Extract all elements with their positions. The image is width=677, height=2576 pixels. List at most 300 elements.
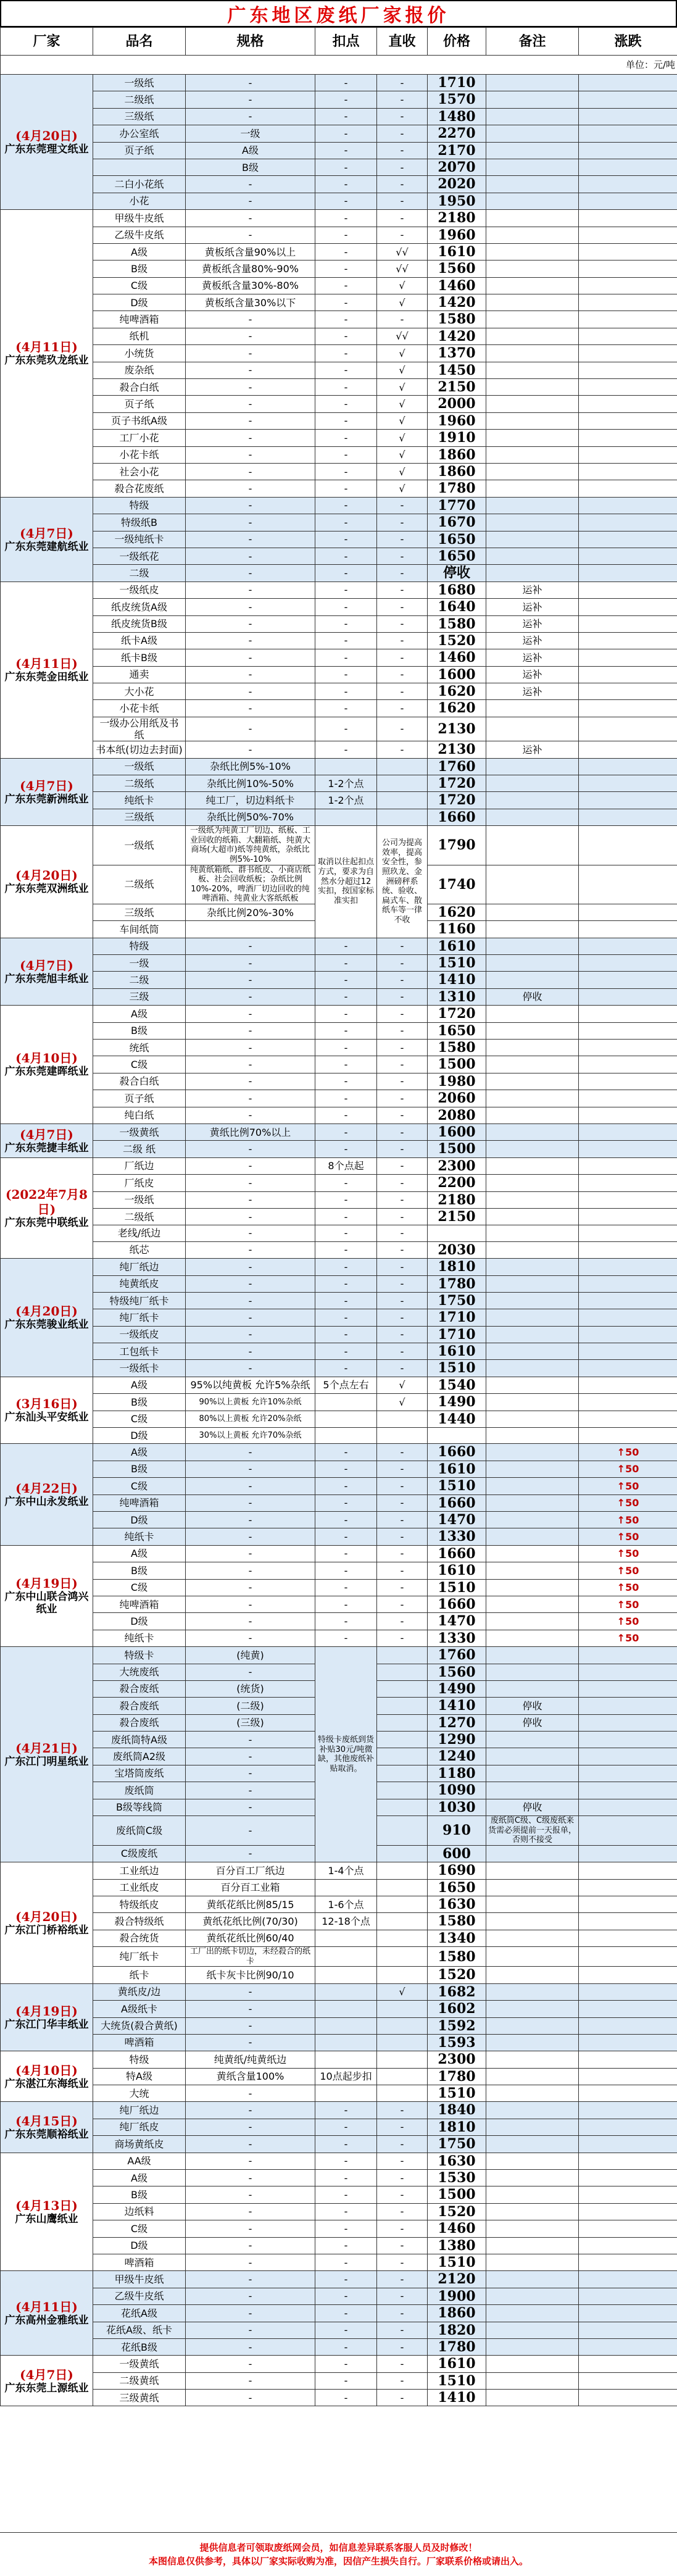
table-row xyxy=(1,2356,677,2372)
note-cell xyxy=(486,1478,579,1494)
direct-cell xyxy=(377,1913,428,1930)
direct-cell xyxy=(377,1947,428,1967)
direct-cell xyxy=(377,1896,428,1912)
direct-cell: - xyxy=(377,1107,428,1123)
price-cell: 1680 xyxy=(428,581,486,598)
table-row xyxy=(1,1461,677,1477)
product-name: 特级 xyxy=(93,938,186,954)
product-name: 三级 xyxy=(93,988,186,1005)
spec-cell: 纯工厂，切边料纸卡 xyxy=(186,792,315,809)
direct-cell: - xyxy=(377,1596,428,1612)
product-name: 特级卡 xyxy=(93,1647,186,1664)
price-cell: 1460 xyxy=(428,2220,486,2237)
product-name: 纯厂纸边 xyxy=(93,2102,186,2119)
product-name: 纯啤酒箱 xyxy=(93,311,186,328)
product-name: 办公室纸 xyxy=(93,125,186,142)
spec-cell: - xyxy=(186,1630,315,1646)
spec-cell: - xyxy=(186,717,315,741)
price-cell: 1860 xyxy=(428,2305,486,2322)
direct-cell: - xyxy=(377,2237,428,2254)
note-cell xyxy=(486,91,579,108)
note-cell xyxy=(486,1259,579,1275)
change-cell xyxy=(579,2001,677,2017)
spec-cell: - xyxy=(186,1056,315,1073)
product-name: 废纸筒C级 xyxy=(93,1816,186,1846)
deduction-cell: - xyxy=(315,480,377,497)
product-name: 三级黄纸 xyxy=(93,2390,186,2406)
note-cell xyxy=(486,1394,579,1411)
price-cell: 1510 xyxy=(428,2372,486,2389)
product-name: C级 xyxy=(93,1579,186,1596)
note-cell xyxy=(486,2338,579,2355)
deduction-cell: - xyxy=(315,210,377,227)
deduction-cell: - xyxy=(315,2186,377,2203)
table-row xyxy=(1,1428,677,1444)
note-cell xyxy=(486,193,579,209)
spec-cell: - xyxy=(186,1275,315,1292)
direct-cell: √√ xyxy=(377,243,428,260)
price-cell: 1650 xyxy=(428,1022,486,1039)
price-cell: 1460 xyxy=(428,649,486,666)
product-name: 一级纸 xyxy=(93,758,186,775)
change-cell xyxy=(579,1748,677,1765)
direct-cell xyxy=(377,1816,428,1846)
table-row xyxy=(1,514,677,531)
product-name: 纯啤酒箱 xyxy=(93,1494,186,1511)
header-deduction: 扣点 xyxy=(315,28,377,56)
spec-cell: 95%以纯黄板 允许5%杂纸 xyxy=(186,1377,315,1393)
price-cell: 1620 xyxy=(428,904,486,920)
product-name: A级 xyxy=(93,1444,186,1461)
direct-cell: - xyxy=(377,1326,428,1343)
spec-cell: - xyxy=(186,176,315,193)
factory-date: (4月19日) xyxy=(15,2003,78,2019)
table-row xyxy=(1,700,677,717)
factory-date: (4月11日) xyxy=(15,340,78,355)
spec-cell: 纸卡灰卡比例90/10 xyxy=(186,1967,315,1983)
table-row xyxy=(1,1983,677,2000)
note-cell xyxy=(486,142,579,159)
spec-cell: - xyxy=(186,396,315,412)
deduction-cell xyxy=(315,758,377,775)
change-cell xyxy=(579,1377,677,1393)
deduction-cell: - xyxy=(315,2305,377,2322)
change-cell xyxy=(579,972,677,988)
change-cell xyxy=(579,379,677,396)
table-row xyxy=(1,210,677,227)
product-name: 工厂小花 xyxy=(93,430,186,446)
factory-date: (4月7日) xyxy=(20,778,73,793)
product-name: B级 xyxy=(93,1394,186,1411)
product-name: 一级纸皮 xyxy=(93,1326,186,1343)
price-table xyxy=(0,27,677,2406)
factory-date: (4月7日) xyxy=(20,525,73,541)
table-row xyxy=(1,1562,677,1579)
price-cell: 1510 xyxy=(428,1579,486,1596)
deduction-cell: - xyxy=(315,741,377,758)
direct-cell: - xyxy=(377,1006,428,1022)
deduction-cell: - xyxy=(315,362,377,378)
price-cell: 1570 xyxy=(428,91,486,108)
change-cell xyxy=(579,1714,677,1731)
spec-cell: - xyxy=(186,615,315,632)
note-cell xyxy=(486,1494,579,1511)
note-cell xyxy=(486,1579,579,1596)
deduction-cell: - xyxy=(315,277,377,294)
deduction-cell: 5个点左右 xyxy=(315,1377,377,1393)
price-cell: 1650 xyxy=(428,531,486,548)
price-cell: 1510 xyxy=(428,1360,486,1377)
deduction-cell xyxy=(315,2001,377,2017)
direct-cell: - xyxy=(377,548,428,564)
price-cell: 1593 xyxy=(428,2034,486,2051)
note-cell xyxy=(486,2017,579,2034)
note-cell xyxy=(486,1680,579,1697)
table-row xyxy=(1,379,677,396)
deduction-cell: - xyxy=(315,430,377,446)
product-name: 二级纸 xyxy=(93,1208,186,1225)
direct-cell: √ xyxy=(377,379,428,396)
spec-cell: - xyxy=(186,972,315,988)
price-cell: 1710 xyxy=(428,1309,486,1326)
price-cell: 1710 xyxy=(428,1326,486,1343)
spec-cell: - xyxy=(186,988,315,1005)
change-cell xyxy=(579,311,677,328)
change-cell xyxy=(579,1157,677,1174)
change-cell xyxy=(579,531,677,548)
factory-date: (4月10日) xyxy=(15,1051,78,1066)
deduction-cell: - xyxy=(315,1040,377,1056)
spec-cell: - xyxy=(186,1107,315,1123)
direct-cell: - xyxy=(377,176,428,193)
deduction-cell: - xyxy=(315,2390,377,2406)
table-row xyxy=(1,2203,677,2220)
direct-cell xyxy=(377,809,428,825)
table-row xyxy=(1,311,677,328)
table-row xyxy=(1,741,677,758)
footer-line-2: 本图信息仅供参考，具体以厂家实际收购为准，因信产生损失自行。厂家联系价格或请出入。 xyxy=(148,2556,528,2567)
direct-cell: - xyxy=(377,666,428,683)
change-cell xyxy=(579,1680,677,1697)
price-cell: 1610 xyxy=(428,1461,486,1477)
spec-cell: - xyxy=(186,1579,315,1596)
change-cell xyxy=(579,758,677,775)
price-cell: 1670 xyxy=(428,514,486,531)
direct-note: 公司为提高效率，提高安全性，参照玖龙、金洲磅秤系统、验收、扁式车、散纸车等一律不收 xyxy=(377,826,428,938)
direct-cell xyxy=(377,1799,428,1815)
change-cell xyxy=(579,1732,677,1748)
price-cell: 1420 xyxy=(428,294,486,311)
direct-cell: - xyxy=(377,1360,428,1377)
deduction-cell xyxy=(315,1411,377,1427)
change-cell: ↑50 xyxy=(579,1511,677,1528)
factory-name: 广东汕头平安纸业 xyxy=(4,1411,89,1424)
deduction-cell: - xyxy=(315,955,377,972)
product-name: 小花卡纸 xyxy=(93,446,186,463)
direct-cell: - xyxy=(377,1175,428,1191)
note-cell xyxy=(486,1107,579,1123)
direct-cell: - xyxy=(377,1309,428,1326)
direct-cell: - xyxy=(377,531,428,548)
note-cell xyxy=(486,1292,579,1309)
product-name: 小花卡纸 xyxy=(93,700,186,717)
product-name: 特级 xyxy=(93,497,186,514)
price-cell: 1760 xyxy=(428,758,486,775)
table-row xyxy=(1,1913,677,1930)
spec-cell: - xyxy=(186,480,315,497)
spec-cell: - xyxy=(186,741,315,758)
table-row xyxy=(1,2068,677,2085)
spec-cell: - xyxy=(186,1241,315,1258)
change-cell: ↑50 xyxy=(579,1528,677,1545)
price-cell: 1580 xyxy=(428,1913,486,1930)
spec-cell: 一级 xyxy=(186,125,315,142)
product-name: 大小花 xyxy=(93,683,186,700)
deduction-cell xyxy=(315,1879,377,1896)
change-cell xyxy=(579,2356,677,2372)
note-cell xyxy=(486,2153,579,2169)
change-cell: ↑50 xyxy=(579,1545,677,1562)
note-cell xyxy=(486,1930,579,1946)
change-cell xyxy=(579,2136,677,2153)
table-row xyxy=(1,955,677,972)
product-name: 甲级牛皮纸 xyxy=(93,210,186,227)
direct-cell: √ xyxy=(377,430,428,446)
deduction-cell xyxy=(315,2051,377,2068)
direct-cell xyxy=(377,1862,428,1879)
factory-date: (4月7日) xyxy=(20,957,73,973)
table-row xyxy=(1,2085,677,2102)
table-row xyxy=(1,2237,677,2254)
deduction-cell: - xyxy=(315,2102,377,2119)
table-row xyxy=(1,2338,677,2355)
change-cell xyxy=(579,615,677,632)
product-name: C级 xyxy=(93,1411,186,1427)
table-row xyxy=(1,1141,677,1157)
factory-name: 广东江门华丰纸业 xyxy=(4,2018,89,2031)
table-row xyxy=(1,1411,677,1427)
price-cell: 1380 xyxy=(428,2237,486,2254)
spec-cell: - xyxy=(186,446,315,463)
note-cell xyxy=(486,75,579,91)
spec-cell: - xyxy=(186,1444,315,1461)
product-name: 甲级牛皮纸 xyxy=(93,2271,186,2288)
direct-cell: - xyxy=(377,1461,428,1477)
change-cell xyxy=(579,1896,677,1912)
direct-cell xyxy=(377,758,428,775)
deduction-cell: - xyxy=(315,599,377,615)
direct-cell: - xyxy=(377,2356,428,2372)
direct-cell xyxy=(377,1411,428,1427)
table-row xyxy=(1,261,677,277)
product-name: 一级纸皮 xyxy=(93,581,186,598)
change-cell xyxy=(579,2372,677,2389)
table-row xyxy=(1,2102,677,2119)
price-cell: 1720 xyxy=(428,775,486,792)
spec-cell: - xyxy=(186,2372,315,2389)
note-cell xyxy=(486,1157,579,1174)
direct-cell: - xyxy=(377,2102,428,2119)
table-row xyxy=(1,548,677,564)
note-cell xyxy=(486,277,579,294)
deduction-cell: - xyxy=(315,91,377,108)
product-name: 纯啤酒箱 xyxy=(93,1596,186,1612)
note-cell xyxy=(486,1343,579,1360)
note-cell xyxy=(486,1056,579,1073)
direct-cell: - xyxy=(377,1630,428,1646)
spec-cell xyxy=(186,921,315,938)
factory-name: 广东高州金雅纸业 xyxy=(4,2314,89,2327)
note-cell xyxy=(486,345,579,362)
direct-cell: - xyxy=(377,2338,428,2355)
change-cell xyxy=(579,1845,677,1862)
note-cell xyxy=(486,2102,579,2119)
factory-name: 广东东莞上源纸业 xyxy=(4,2382,89,2395)
change-cell xyxy=(579,826,677,865)
change-cell xyxy=(579,1191,677,1208)
spec-cell: 黄板纸含量30%-80% xyxy=(186,277,315,294)
table-row xyxy=(1,277,677,294)
table-row xyxy=(1,1225,677,1241)
change-cell xyxy=(579,1090,677,1107)
direct-cell: √ xyxy=(377,480,428,497)
table-row xyxy=(1,193,677,209)
price-cell: 1640 xyxy=(428,599,486,615)
table-row xyxy=(1,243,677,260)
spec-cell: - xyxy=(186,108,315,125)
factory-date: (4月20日) xyxy=(15,868,78,883)
direct-cell: - xyxy=(377,2136,428,2153)
change-cell xyxy=(579,1879,677,1896)
note-cell: 运补 xyxy=(486,599,579,615)
product-name: 一级黄纸 xyxy=(93,2356,186,2372)
product-name: 纯纸卡 xyxy=(93,1528,186,1545)
factory-name: 广东东莞捷丰纸业 xyxy=(4,1141,89,1154)
price-cell: 1810 xyxy=(428,1259,486,1275)
spec-cell: - xyxy=(186,1309,315,1326)
note-cell xyxy=(486,865,579,904)
note-cell: 运补 xyxy=(486,649,579,666)
product-name: 纸卡 xyxy=(93,1967,186,1983)
table-row xyxy=(1,1175,677,1191)
note-cell xyxy=(486,921,579,938)
factory-cell xyxy=(1,938,93,1006)
note-cell xyxy=(486,2001,579,2017)
price-table-body xyxy=(1,75,677,2406)
product-name: A级 xyxy=(93,1545,186,1562)
price-cell: 2080 xyxy=(428,1107,486,1123)
note-cell xyxy=(486,2254,579,2270)
note-cell xyxy=(486,2390,579,2406)
table-row xyxy=(1,1056,677,1073)
spec-cell: - xyxy=(186,1545,315,1562)
note-cell xyxy=(486,2305,579,2322)
spec-cell: - xyxy=(186,2119,315,2135)
deduction-cell: - xyxy=(315,1141,377,1157)
deduction-cell: - xyxy=(315,1596,377,1612)
change-cell xyxy=(579,176,677,193)
deduction-cell: - xyxy=(315,2338,377,2355)
direct-cell: - xyxy=(377,1225,428,1241)
spec-cell: - xyxy=(186,2085,315,2102)
change-cell xyxy=(579,1275,677,1292)
note-cell xyxy=(486,1879,579,1896)
price-cell: 2300 xyxy=(428,1157,486,1174)
table-row xyxy=(1,775,677,792)
price-cell: 600 xyxy=(428,1845,486,1862)
table-row xyxy=(1,1613,677,1630)
spec-cell: 90%以上黄板 允许10%杂纸 xyxy=(186,1394,315,1411)
factory-cell xyxy=(1,758,93,826)
table-row xyxy=(1,497,677,514)
product-name: 纸皮统货A级 xyxy=(93,599,186,615)
direct-cell xyxy=(377,775,428,792)
price-cell: 1480 xyxy=(428,108,486,125)
direct-cell: - xyxy=(377,683,428,700)
table-row xyxy=(1,75,677,91)
change-cell xyxy=(579,75,677,91)
change-cell xyxy=(579,1947,677,1967)
direct-cell: - xyxy=(377,1124,428,1141)
product-name: 车间纸筒 xyxy=(93,921,186,938)
deduction-cell xyxy=(315,2034,377,2051)
note-cell xyxy=(486,1040,579,1056)
sheet-title-bar xyxy=(0,0,677,27)
price-cell: 1410 xyxy=(428,972,486,988)
factory-date: (3月16日) xyxy=(15,1396,78,1412)
note-cell xyxy=(486,159,579,175)
product-name: B级 xyxy=(93,1461,186,1477)
note-cell xyxy=(486,1428,579,1444)
price-cell: 1860 xyxy=(428,446,486,463)
table-row xyxy=(1,412,677,429)
price-cell: 1610 xyxy=(428,243,486,260)
price-cell: 1610 xyxy=(428,1562,486,1579)
deduction-cell: 8个点起 xyxy=(315,1157,377,1174)
spec-cell: - xyxy=(186,2356,315,2372)
change-cell xyxy=(579,1930,677,1946)
table-row xyxy=(1,1343,677,1360)
note-cell xyxy=(486,261,579,277)
note-cell xyxy=(486,227,579,243)
price-cell: 2020 xyxy=(428,176,486,193)
spec-cell: - xyxy=(186,345,315,362)
direct-cell xyxy=(377,2085,428,2102)
deduction-cell: - xyxy=(315,1630,377,1646)
note-cell xyxy=(486,531,579,548)
price-cell: 1520 xyxy=(428,2203,486,2220)
factory-cell xyxy=(1,1983,93,2051)
direct-cell: - xyxy=(377,1292,428,1309)
deduction-cell: - xyxy=(315,1073,377,1090)
note-cell xyxy=(486,1782,579,1799)
deduction-cell: - xyxy=(315,2237,377,2254)
change-cell xyxy=(579,2390,677,2406)
price-cell: 1690 xyxy=(428,1862,486,1879)
change-cell xyxy=(579,1292,677,1309)
table-row xyxy=(1,565,677,581)
change-cell xyxy=(579,565,677,581)
price-cell: 1370 xyxy=(428,345,486,362)
price-cell: 1770 xyxy=(428,497,486,514)
change-cell: ↑50 xyxy=(579,1444,677,1461)
deduction-cell: - xyxy=(315,108,377,125)
table-row xyxy=(1,1478,677,1494)
product-name: 二级 纸 xyxy=(93,1141,186,1157)
table-row xyxy=(1,1090,677,1107)
direct-cell xyxy=(377,1714,428,1731)
change-cell xyxy=(579,921,677,938)
